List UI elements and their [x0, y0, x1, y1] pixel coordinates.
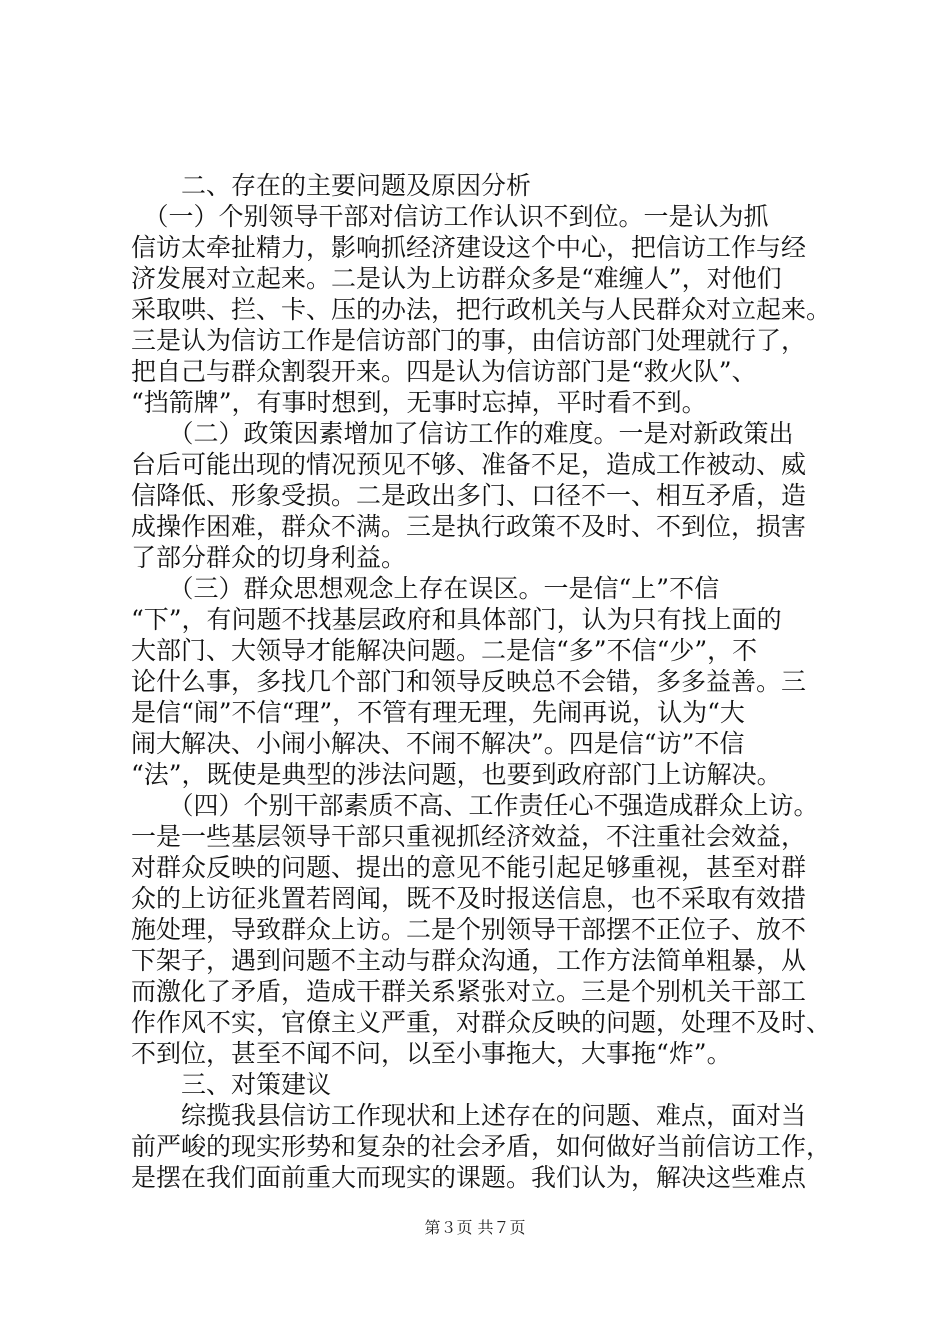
text-line: （一）个别领导干部对信访工作认识不到位。一是认为抓	[131, 202, 769, 231]
text-line: 台后可能出现的情况预见不够、准备不足，造成工作被动、威	[131, 450, 807, 479]
text-line: “下”，有问题不找基层政府和具体部门，认为只有找上面的	[131, 605, 782, 634]
text-line: 众的上访征兆置若罔闻，既不及时报送信息，也不采取有效措	[131, 884, 807, 913]
text-line: 前严峻的现实形势和复杂的社会矛盾，如何做好当前信访工作，	[131, 1132, 832, 1161]
text-line: 下架子，遇到问题不主动与群众沟通，工作方法简单粗暴，从	[131, 946, 807, 975]
text-line: 而激化了矛盾，造成干群关系紧张对立。三是个别机关干部工	[131, 977, 807, 1006]
text-line: 一是一些基层领导干部只重视抓经济效益，不注重社会效益，	[131, 822, 807, 851]
text-line: 闹大解决、小闹小解决、不闹不解决”。四是信“访”不信	[131, 729, 745, 758]
text-line: 采取哄、拦、卡、压的办法，把行政机关与人民群众对立起来。	[131, 295, 832, 324]
text-line: 成操作困难，群众不满。三是执行政策不及时、不到位，损害	[131, 512, 807, 541]
text-line: “挡箭牌”，有事时想到，无事时忘掉，平时看不到。	[131, 388, 707, 417]
text-line: 不到位，甚至不闻不问，以至小事拖大，大事拖“炸”。	[131, 1039, 732, 1068]
text-line: 是摆在我们面前重大而现实的课题。我们认为，解决这些难点	[131, 1163, 807, 1192]
text-line: 了部分群众的切身利益。	[131, 543, 407, 572]
text-line: 作作风不实，官僚主义严重，对群众反映的问题，处理不及时、	[131, 1008, 832, 1037]
text-line: 论什么事，多找几个部门和领导反映总不会错，多多益善。三	[131, 667, 807, 696]
text-line: 把自己与群众割裂开来。四是认为信访部门是“救火队”、	[131, 357, 757, 386]
text-line: 对群众反映的问题、提出的意见不能引起足够重视，甚至对群	[131, 853, 807, 882]
text-line: （三）群众思想观念上存在误区。一是信“上”不信	[131, 574, 720, 603]
text-line: 信访太牵扯精力，影响抓经济建设这个中心，把信访工作与经	[131, 233, 807, 262]
document-body	[131, 170, 831, 1193]
text-line: （四）个别干部素质不高、工作责任心不强造成群众上访。	[131, 791, 819, 820]
section-heading-problems: 二、存在的主要问题及原因分析	[131, 171, 532, 200]
text-line: 三是认为信访工作是信访部门的事，由信访部门处理就行了，	[131, 326, 807, 355]
text-line: 综揽我县信访工作现状和上述存在的问题、难点，面对当	[131, 1101, 807, 1130]
text-line: 大部门、大领导才能解决问题。二是信“多”不信“少”，不	[131, 636, 758, 665]
text-line: “法”，既使是典型的涉法问题，也要到政府部门上访解决。	[131, 760, 782, 789]
text-line: 是信“闹”不信“理”，不管有理无理，先闹再说，认为“大	[131, 698, 745, 727]
text-line: 济发展对立起来。二是认为上访群众多是“难缠人”，对他们	[131, 264, 782, 293]
text-line: 施处理，导致群众上访。二是个别领导干部摆不正位子、放不	[131, 915, 807, 944]
page-number-footer: 第３页 共７页	[424, 1218, 526, 1237]
text-line: （二）政策因素增加了信访工作的难度。一是对新政策出	[131, 419, 794, 448]
text-line: 信降低、形象受损。二是政出多门、口径不一、相互矛盾，造	[131, 481, 807, 510]
section-heading-suggestions: 三、对策建议	[131, 1070, 332, 1099]
